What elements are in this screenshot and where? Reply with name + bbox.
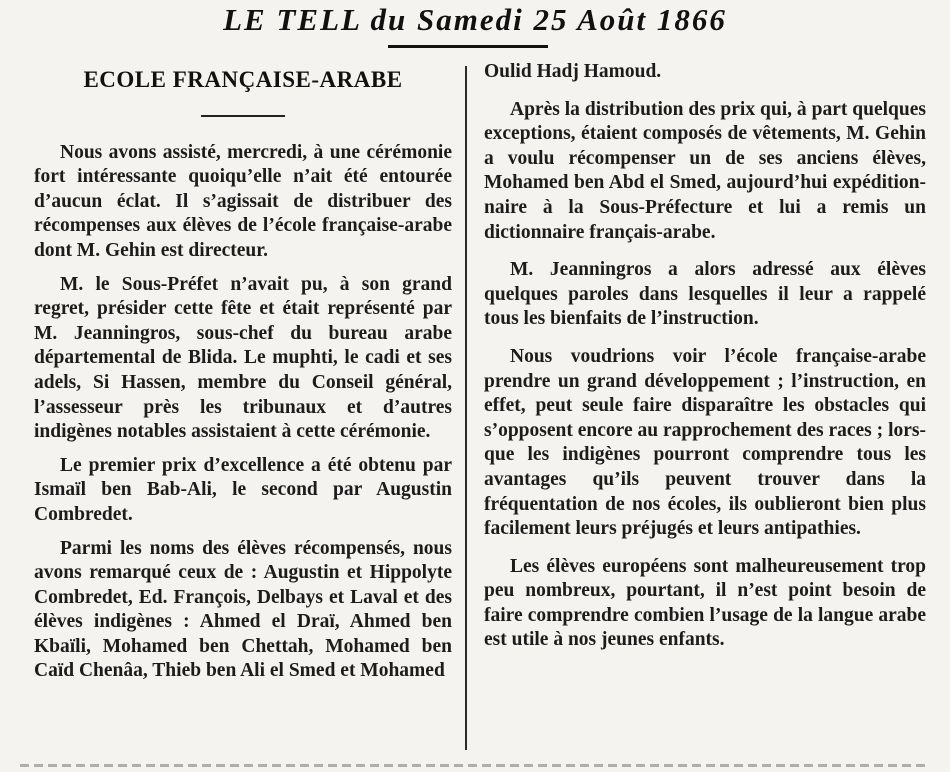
paragraph-ceremony: Nous avons assisté, mercredi, à une cérémonie fort intéressante quoiqu’elle n’ait été entourée d’aucun éclat. Il s’agissait de distribuer des récompenses aux élèves de l’école française-arabe dont M. Gehin est directeur.	[34, 141, 452, 261]
paragraph-awarded-names: Parmi les noms des élèves récompensés, nous avons remarqué ceux de : Augustin et Hippolyte Combredet, Ed. François, Delbays et Laval et des élèves indigènes : Ahmed el Draï, Ahmed ben Kbaïli, Mohamed ben Chettah, Mohamed ben Caïd Chenâa, Thieb ben Ali el Smed et Mohamed	[34, 537, 452, 682]
paragraph-distribution: Après la distribution des prix qui, à part quelques exceptions, étaient composés de vêtements, M. Gehin a voulu récompenser un de ses anciens élèves, Mohamed ben Abd el Smed, aujourd’hui expéditionnaire à la Sous-Préfecture et lui a remis un dictionnaire français-arabe.	[484, 98, 926, 243]
paragraph-attendees: M. le Sous-Préfet n’avait pu, à son grand regret, présider cette fête et était représenté par M. Jeanningros, sous-chef du bureau arabe départemental de Blida. Le muphti, le cadi et ses adels, Si Hassen, membre du Conseil général, l’assesseur près les tribunaux et d’autres indigènes notables assistaient à cette cérémonie.	[34, 273, 452, 443]
bottom-edge-noise	[20, 764, 930, 767]
newspaper-header	[0, 0, 950, 40]
paragraph-european-pupils: Les élèves européens sont malheureusement trop peu nombreux, pourtant, il n’est point besoin de faire comprendre combien l’usage de la langue arabe est utile à nos jeunes enfants.	[484, 555, 926, 651]
header-rule	[388, 45, 548, 48]
title-rule	[201, 115, 285, 117]
paragraph-continuation: Oulid Hadj Hamoud.	[484, 61, 662, 82]
paragraph-development: Nous voudrions voir l’école française-arabe prendre un grand développement ; l’instruction, en effet, peut seule faire disparaître les obstacles qui s’opposent encore au rapprochement des races ; lorsque les indigènes pourront comprendre tous les avantages qu’ils peuvent trouver dans la fréquentation de nos écoles, ils oublieront bien plus facilement leurs préjugés et leurs antipathies.	[484, 345, 926, 540]
paragraph-speech: M. Jeanningros a alors adressé aux élèves quelques paroles dans lesquelles il leur a rappelé tous les bienfaits de l’instruction.	[484, 259, 926, 330]
right-column	[484, 60, 926, 666]
column-divider	[465, 66, 467, 750]
paragraph-first-prize: Le premier prix d’excellence a été obtenu par Ismaïl ben Bab-Ali, le second par Augustin Combredet.	[34, 454, 452, 525]
newspaper-title: LE TELL du Samedi 25 Août 1866	[223, 2, 727, 37]
article-title: ECOLE FRANÇAISE-ARABE	[83, 67, 403, 92]
left-column	[34, 60, 452, 693]
